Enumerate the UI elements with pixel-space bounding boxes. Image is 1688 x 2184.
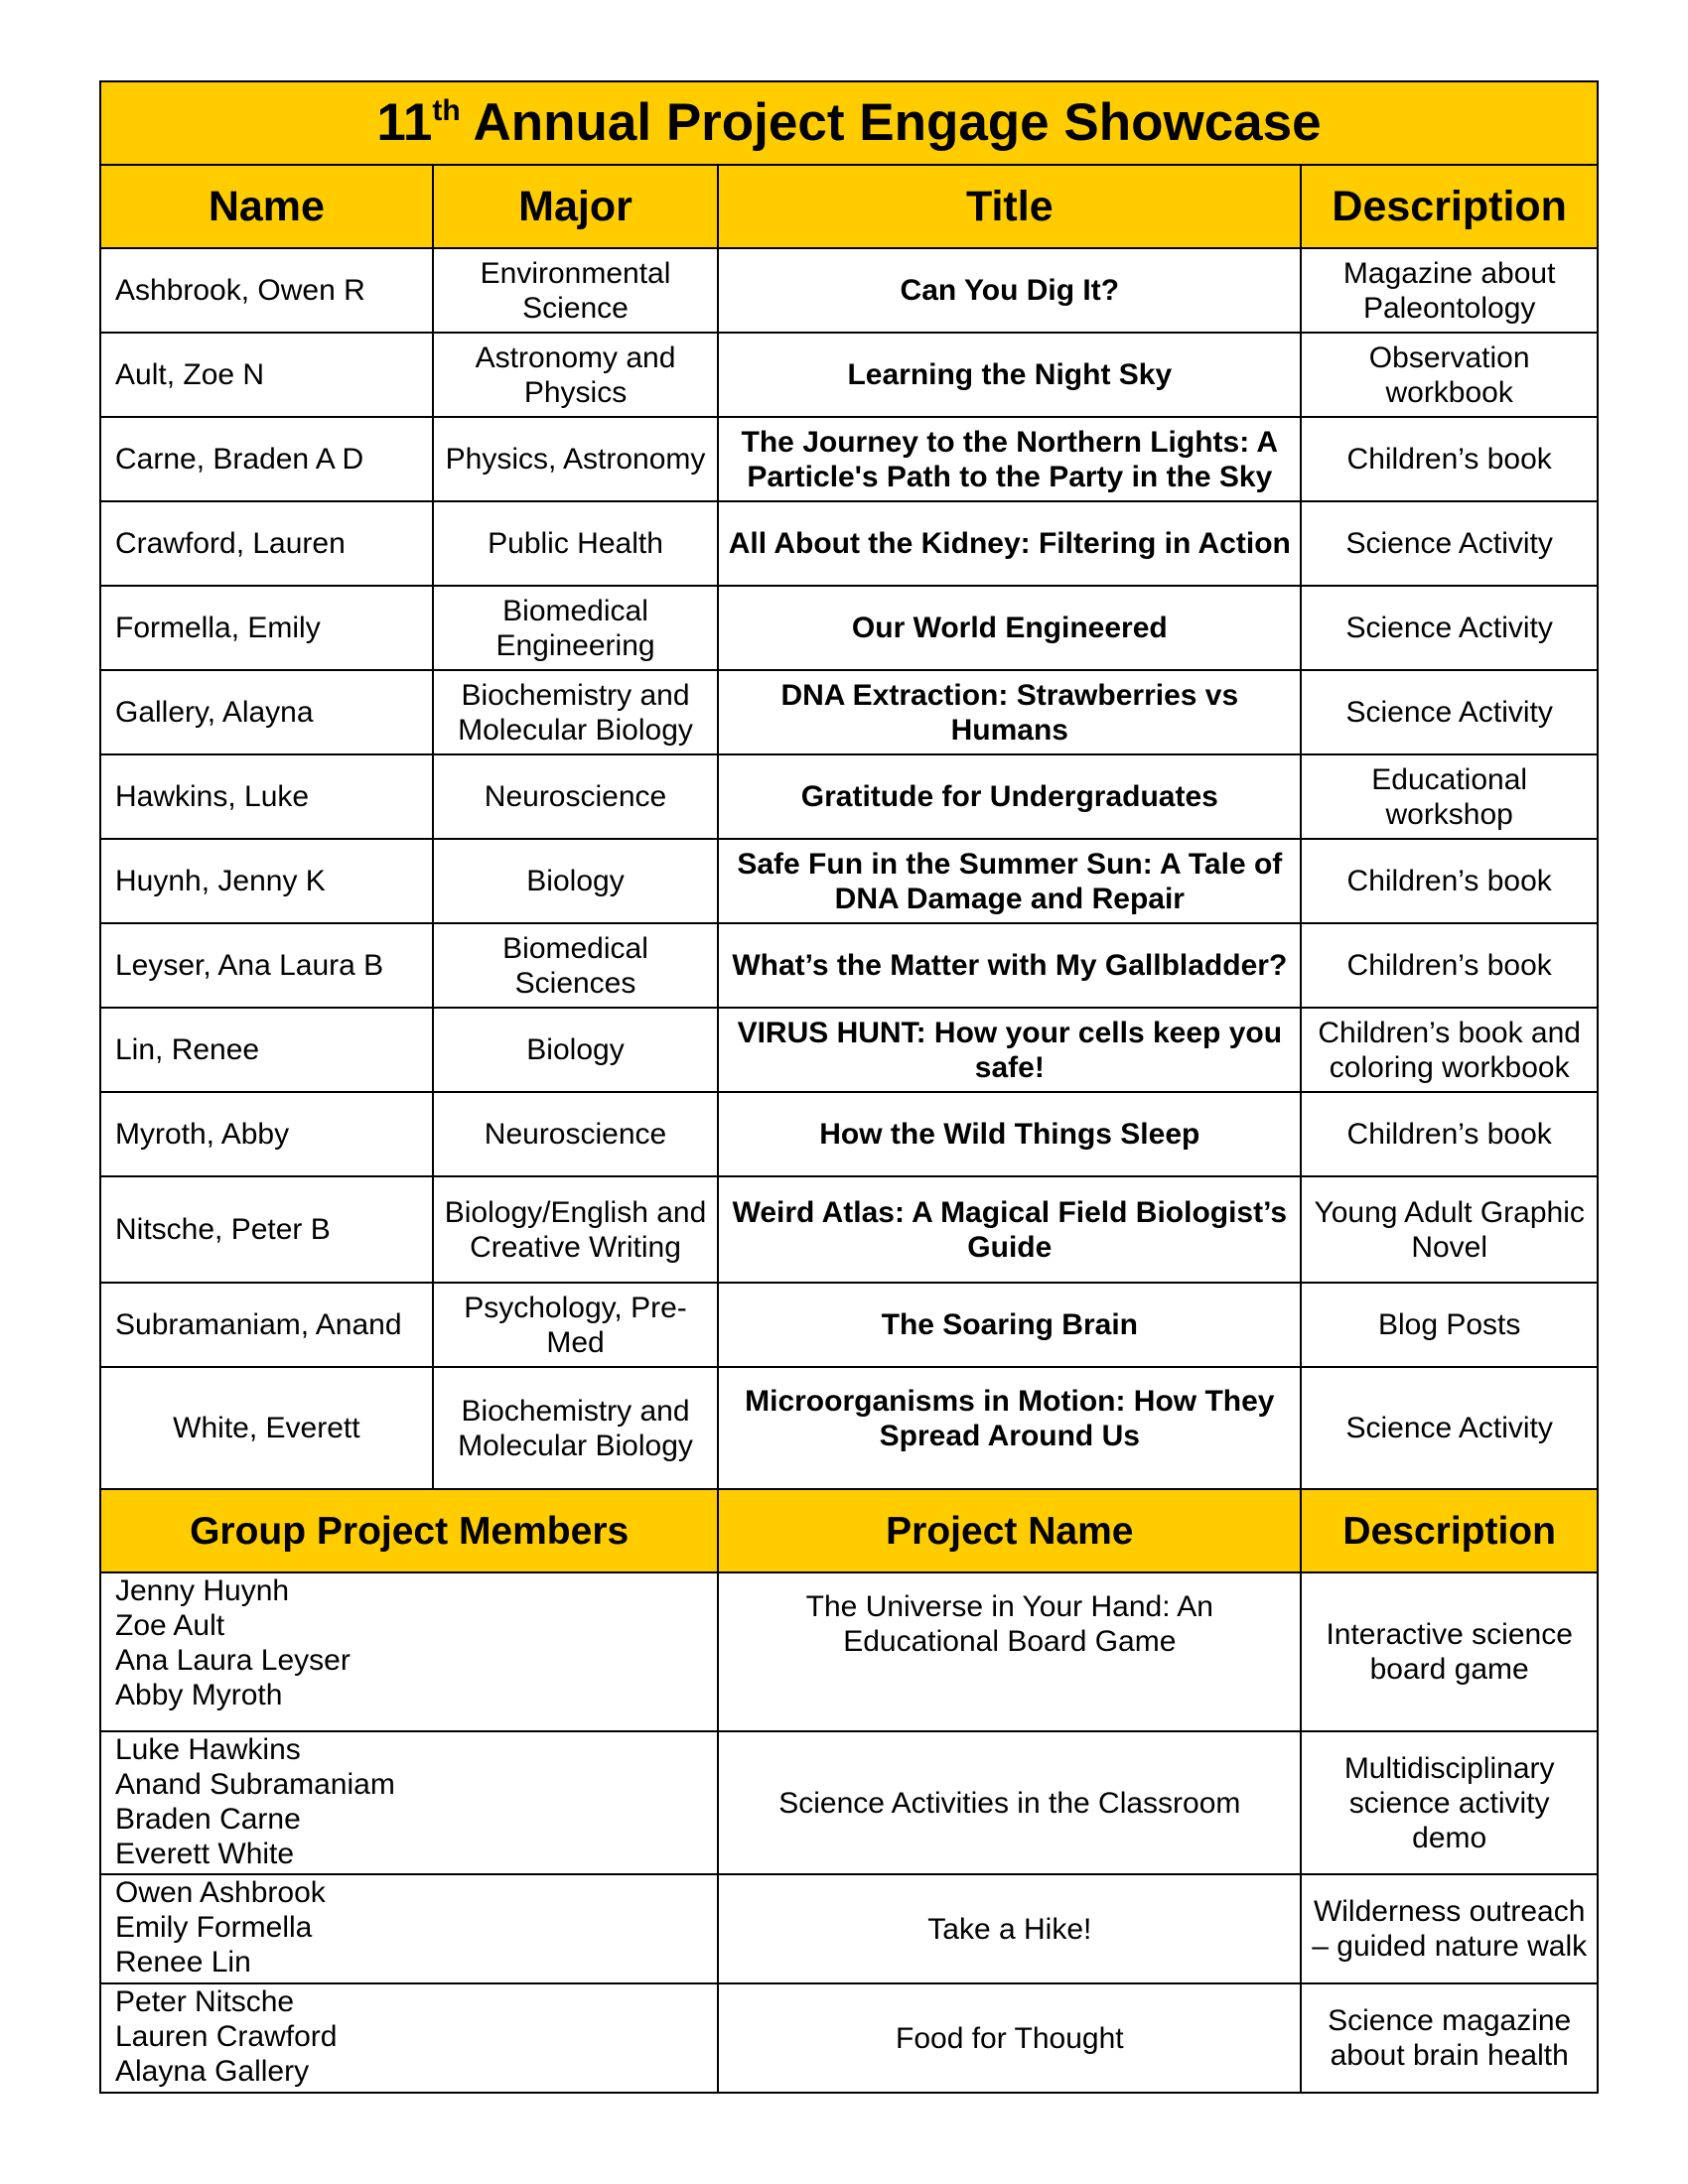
- project-description: Science Activity: [1301, 501, 1598, 586]
- group-member: Anand Subramaniam: [115, 1768, 395, 1801]
- project-title: Microorganisms in Motion: How They Spread Around Us: [718, 1367, 1301, 1489]
- table-row: [100, 248, 1598, 333]
- showcase-table: [99, 80, 1599, 2094]
- group-member: Luke Hawkins: [115, 1733, 301, 1766]
- group-member: Lauren Crawford: [115, 2020, 338, 2053]
- project-description: Children’s book: [1301, 417, 1598, 501]
- column-header-group-members: Group Project Members: [100, 1489, 718, 1572]
- table-row: [100, 586, 1598, 670]
- student-name: Crawford, Lauren: [100, 501, 433, 586]
- project-description: Science Activity: [1301, 1367, 1598, 1489]
- project-title: VIRUS HUNT: How your cells keep you safe!: [718, 1008, 1301, 1092]
- column-header-description: Description: [1301, 165, 1598, 248]
- project-title: Can You Dig It?: [718, 248, 1301, 333]
- group-project-name: Take a Hike!: [718, 1874, 1301, 1983]
- group-row: [100, 1983, 1598, 2093]
- student-major: Biochemistry and Molecular Biology: [433, 670, 719, 754]
- table-row: [100, 333, 1598, 417]
- student-name: Carne, Braden A D: [100, 417, 433, 501]
- group-member: Abby Myroth: [115, 1679, 283, 1711]
- group-description: Interactive science board game: [1301, 1572, 1598, 1731]
- student-name: White, Everett: [100, 1367, 433, 1489]
- project-title: Gratitude for Undergraduates: [718, 754, 1301, 839]
- student-name: Ashbrook, Owen R: [100, 248, 433, 333]
- project-description: Science Activity: [1301, 670, 1598, 754]
- project-title: Our World Engineered: [718, 586, 1301, 670]
- student-name: Huynh, Jenny K: [100, 839, 433, 923]
- student-major: Biology: [433, 1008, 719, 1092]
- student-name: Nitsche, Peter B: [100, 1176, 433, 1283]
- project-description: Children’s book: [1301, 839, 1598, 923]
- project-title: DNA Extraction: Strawberries vs Humans: [718, 670, 1301, 754]
- group-member: Braden Carne: [115, 1803, 301, 1836]
- table-row: [100, 839, 1598, 923]
- student-major: Biology/English and Creative Writing: [433, 1176, 719, 1283]
- project-description: Blog Posts: [1301, 1283, 1598, 1367]
- group-member: Ana Laura Leyser: [115, 1644, 351, 1677]
- student-major: Psychology, Pre-Med: [433, 1283, 719, 1367]
- student-major: Physics, Astronomy: [433, 417, 719, 501]
- column-header-project-name: Project Name: [718, 1489, 1301, 1572]
- table-row: [100, 1176, 1598, 1283]
- student-major: Biomedical Sciences: [433, 923, 719, 1008]
- project-title: The Journey to the Northern Lights: A Particle's Path to the Party in the Sky: [718, 417, 1301, 501]
- group-member: Renee Lin: [115, 1946, 251, 1979]
- group-member: Alayna Gallery: [115, 2055, 310, 2088]
- table-row: [100, 501, 1598, 586]
- column-header-title: Title: [718, 165, 1301, 248]
- project-title: Safe Fun in the Summer Sun: A Tale of DNA Damage and Repair: [718, 839, 1301, 923]
- student-name: Ault, Zoe N: [100, 333, 433, 417]
- group-project-name: The Universe in Your Hand: An Educational Board Game: [718, 1572, 1301, 1731]
- column-header-name: Name: [100, 165, 433, 248]
- column-header-major: Major: [433, 165, 719, 248]
- group-description: Science magazine about brain health: [1301, 1983, 1598, 2093]
- project-description: Educational workshop: [1301, 754, 1598, 839]
- student-name: Formella, Emily: [100, 586, 433, 670]
- student-name: Myroth, Abby: [100, 1092, 433, 1176]
- table-row: [100, 1008, 1598, 1092]
- group-member: Peter Nitsche: [115, 1985, 295, 2018]
- project-description: Science Activity: [1301, 586, 1598, 670]
- student-major: Biology: [433, 839, 719, 923]
- project-description: Children’s book: [1301, 923, 1598, 1008]
- student-name: Lin, Renee: [100, 1008, 433, 1092]
- column-header-group-description: Description: [1301, 1489, 1598, 1572]
- student-major: Neuroscience: [433, 1092, 719, 1176]
- group-row: [100, 1731, 1598, 1874]
- student-major: Neuroscience: [433, 754, 719, 839]
- group-member: Emily Formella: [115, 1911, 313, 1944]
- page-title: 11th Annual Project Engage Showcase: [100, 81, 1598, 165]
- group-project-name: Food for Thought: [718, 1983, 1301, 2093]
- project-description: Children’s book and coloring workbook: [1301, 1008, 1598, 1092]
- group-members: [100, 1874, 718, 1983]
- student-name: Subramaniam, Anand: [100, 1283, 433, 1367]
- project-description: Observation workbook: [1301, 333, 1598, 417]
- project-title: What’s the Matter with My Gallbladder?: [718, 923, 1301, 1008]
- student-major: Biochemistry and Molecular Biology: [433, 1367, 719, 1489]
- group-description: Wilderness outreach – guided nature walk: [1301, 1874, 1598, 1983]
- student-major: Environmental Science: [433, 248, 719, 333]
- table-row: [100, 417, 1598, 501]
- student-major: Public Health: [433, 501, 719, 586]
- project-title: Learning the Night Sky: [718, 333, 1301, 417]
- project-description: Children’s book: [1301, 1092, 1598, 1176]
- group-members: [100, 1983, 718, 2093]
- group-member: Owen Ashbrook: [115, 1876, 326, 1909]
- table-row: [100, 1283, 1598, 1367]
- table-row: [100, 670, 1598, 754]
- group-member: Zoe Ault: [115, 1609, 225, 1642]
- table-row: [100, 923, 1598, 1008]
- student-name: Gallery, Alayna: [100, 670, 433, 754]
- group-row: [100, 1874, 1598, 1983]
- project-title: The Soaring Brain: [718, 1283, 1301, 1367]
- project-title: All About the Kidney: Filtering in Action: [718, 501, 1301, 586]
- project-title: Weird Atlas: A Magical Field Biologist’s Guide: [718, 1176, 1301, 1283]
- group-row: [100, 1572, 1598, 1731]
- project-description: Young Adult Graphic Novel: [1301, 1176, 1598, 1283]
- table-row: [100, 1367, 1598, 1489]
- project-title: How the Wild Things Sleep: [718, 1092, 1301, 1176]
- student-major: Biomedical Engineering: [433, 586, 719, 670]
- project-description: Magazine about Paleontology: [1301, 248, 1598, 333]
- group-members: [100, 1731, 718, 1874]
- student-name: Hawkins, Luke: [100, 754, 433, 839]
- student-major: Astronomy and Physics: [433, 333, 719, 417]
- group-member: Everett White: [115, 1838, 295, 1870]
- group-project-name: Science Activities in the Classroom: [718, 1731, 1301, 1874]
- group-member: Jenny Huynh: [115, 1574, 290, 1607]
- group-members: [100, 1572, 718, 1731]
- table-row: [100, 754, 1598, 839]
- student-name: Leyser, Ana Laura B: [100, 923, 433, 1008]
- table-row: [100, 1092, 1598, 1176]
- group-description: Multidisciplinary science activity demo: [1301, 1731, 1598, 1874]
